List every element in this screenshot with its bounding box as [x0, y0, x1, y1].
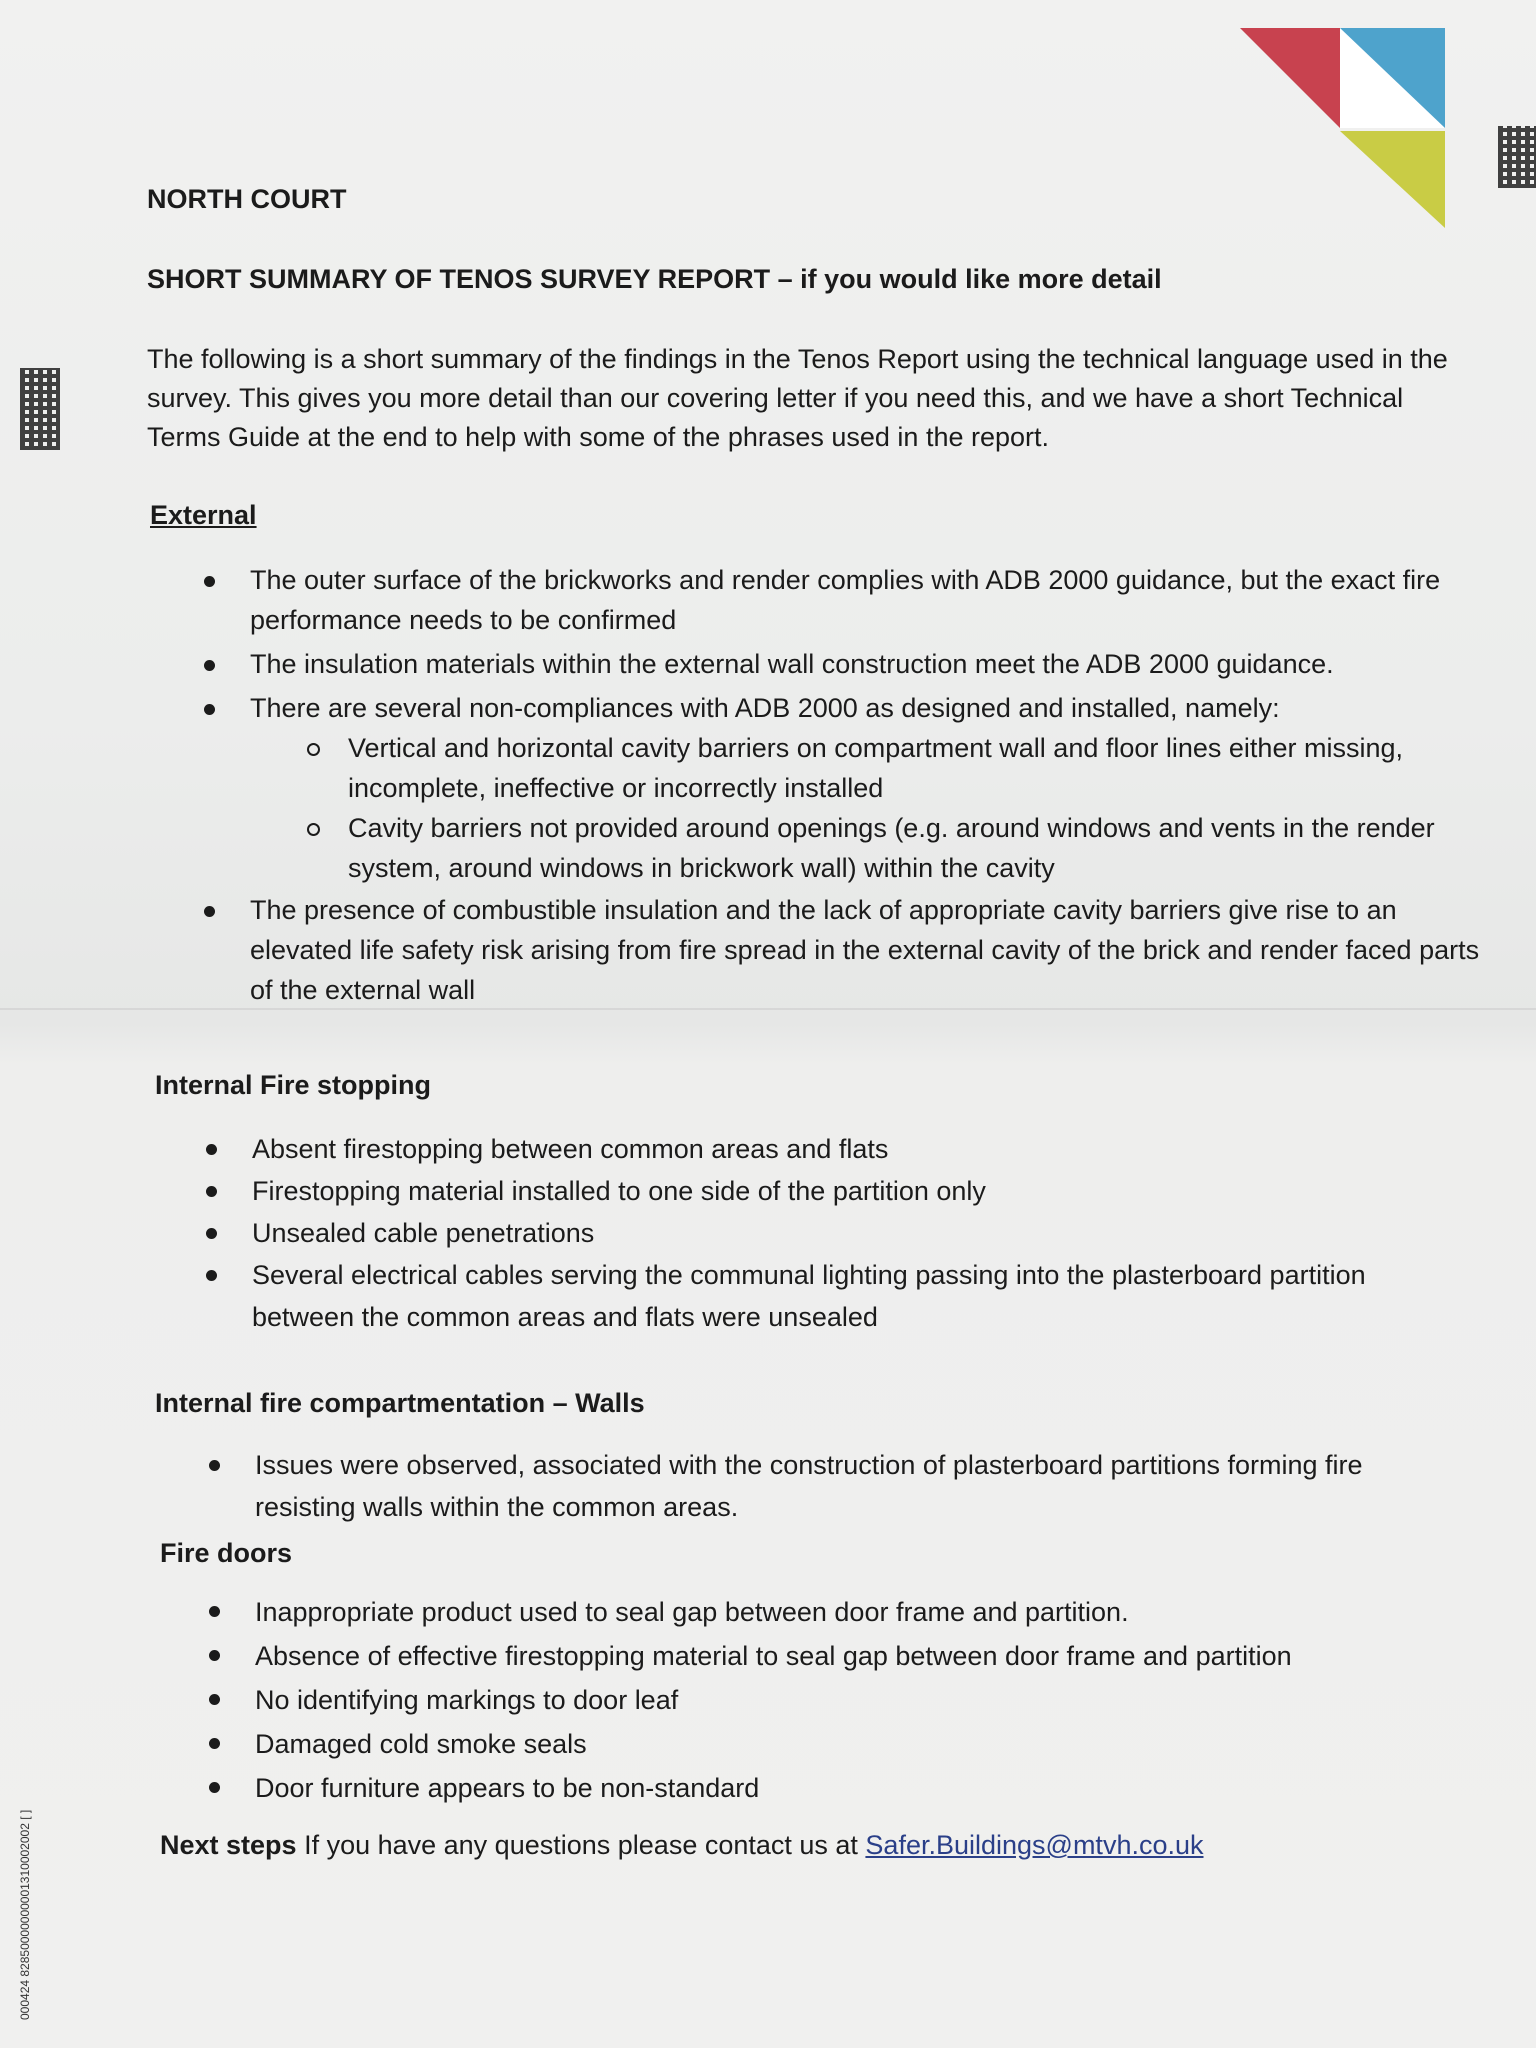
section-heading-fire-doors: Fire doors — [160, 1538, 293, 1568]
contact-email-link[interactable]: Safer.Buildings@mtvh.co.uk — [865, 1830, 1204, 1860]
list-item-text: Unsealed cable penetrations — [252, 1218, 595, 1248]
list-item-text: Damaged cold smoke seals — [255, 1729, 587, 1759]
sublist-item-text: Vertical and horizontal cavity barriers on compartment wall and floor lines either missing, incomplete, ineffective or incorrectly installed — [348, 733, 1403, 803]
side-code-text: 000424 82850000000001310002002 [ ] — [18, 1809, 32, 2020]
list-item-text: Absence of effective firestopping material to seal gap between door frame and partition — [255, 1641, 1292, 1671]
list-item — [152, 1212, 1402, 1254]
qr-code-icon — [1498, 126, 1536, 188]
list-item — [155, 1678, 1455, 1722]
fire-doors-list — [155, 1590, 1455, 1810]
list-item-text: Inappropriate product used to seal gap between door frame and partition. — [255, 1597, 1129, 1627]
list-item — [152, 1170, 1402, 1212]
sublist-item — [250, 728, 1490, 808]
next-steps-line — [160, 1830, 1204, 1861]
sublist-item-text: Cavity barriers not provided around openings (e.g. around windows and vents in the render system, around windows in brickwork wall) within the cavity — [348, 813, 1435, 883]
list-item — [155, 1766, 1455, 1810]
next-steps-text: If you have any questions please contact us at — [296, 1830, 866, 1860]
company-logo-icon — [1240, 28, 1450, 234]
document-title: NORTH COURT — [147, 184, 347, 214]
list-item-text: There are several non-compliances with ADB 2000 as designed and installed, namely: — [250, 693, 1280, 723]
logo-red-triangle — [1240, 28, 1340, 128]
list-item-text: The outer surface of the brickworks and render complies with ADB 2000 guidance, but the exact fire performance needs to be confirmed — [250, 565, 1441, 635]
qr-code-icon — [20, 368, 60, 450]
next-steps-label: Next steps — [160, 1830, 297, 1860]
list-item-text: Absent firestopping between common areas and flats — [252, 1134, 889, 1164]
external-list — [150, 560, 1490, 1010]
list-item-text: Firestopping material installed to one side of the partition only — [252, 1176, 986, 1206]
sublist-item — [250, 808, 1490, 888]
list-item — [155, 1444, 1455, 1528]
document-subtitle: SHORT SUMMARY OF TENOS SURVEY REPORT – if you would like more detail — [147, 264, 1162, 294]
list-item — [150, 560, 1490, 640]
list-item — [152, 1128, 1402, 1170]
external-sublist — [250, 728, 1490, 888]
side-barcode-number — [18, 1740, 42, 2020]
list-item — [155, 1634, 1455, 1678]
list-item — [152, 1254, 1402, 1338]
list-item-text: Several electrical cables serving the communal lighting passing into the plasterboard partition between the common areas and flats were unsealed — [252, 1260, 1366, 1332]
list-item — [150, 688, 1490, 888]
list-item-text: The insulation materials within the external wall construction meet the ADB 2000 guidance. — [250, 649, 1334, 679]
list-item-text: The presence of combustible insulation and the lack of appropriate cavity barriers give rise to an elevated life safety risk arising from fire spread in the external cavity of the brick and render faced parts of the external wall — [250, 895, 1480, 1005]
section-heading-compartmentation: Internal fire compartmentation – Walls — [155, 1388, 645, 1418]
list-item — [150, 644, 1490, 684]
internal-fire-stopping-list — [152, 1128, 1402, 1338]
compartmentation-list — [155, 1444, 1455, 1528]
list-item-text: No identifying markings to door leaf — [255, 1685, 679, 1715]
list-item-text: Issues were observed, associated with the construction of plasterboard partitions forming fire resisting walls within the common areas. — [255, 1450, 1363, 1522]
intro-paragraph: The following is a short summary of the findings in the Tenos Report using the technical language used in the survey. This gives you more detail than our covering letter if you need this, and we have a short Technical Terms Guide at the end to help with some of the phrases used in the report. — [147, 344, 1448, 452]
list-item-text: Door furniture appears to be non-standard — [255, 1773, 760, 1803]
list-item — [155, 1722, 1455, 1766]
section-heading-internal-fire-stopping: Internal Fire stopping — [155, 1070, 432, 1100]
logo-yellow-triangle — [1340, 131, 1445, 228]
list-item — [150, 890, 1490, 1010]
list-item — [155, 1590, 1455, 1634]
section-heading-external: External — [150, 500, 257, 530]
